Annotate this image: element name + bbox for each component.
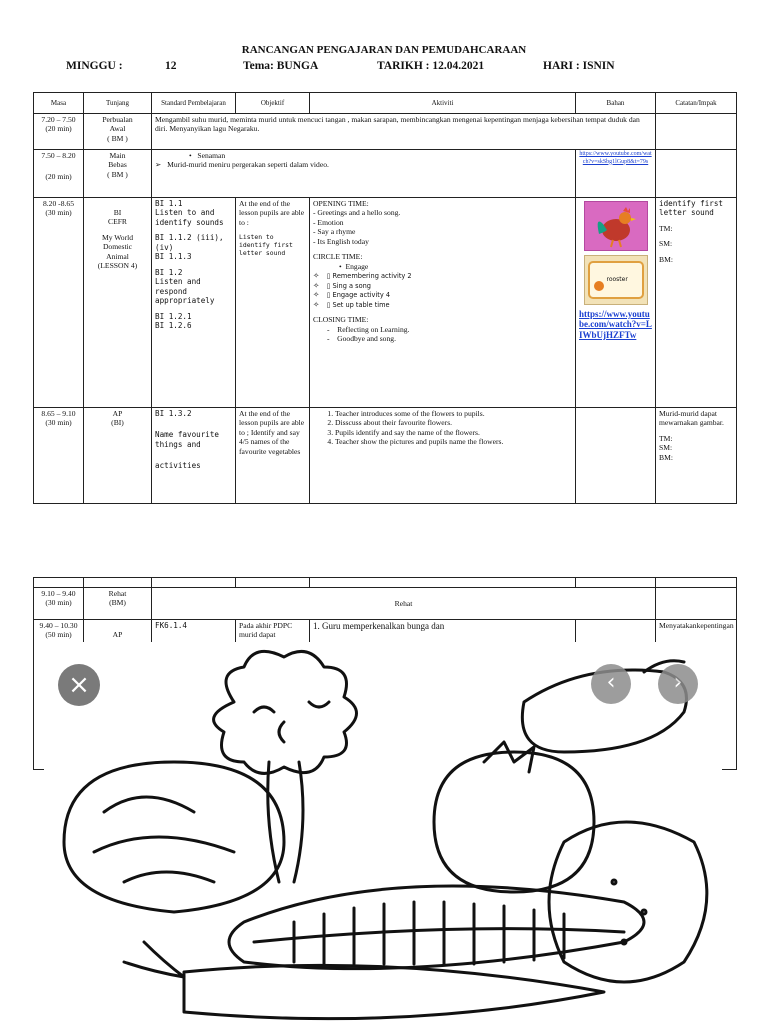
masa-duration: (50 min): [45, 630, 72, 640]
table-row: [34, 198, 737, 408]
catatan-line: Murid-murid dapat mewarnakan gambar.: [659, 409, 724, 428]
standard-line: BI 1.2.6: [155, 321, 192, 331]
tunjang-line: (LESSON 4): [97, 261, 138, 271]
tunjang-line: AP: [112, 409, 123, 418]
col-masa: Masa: [34, 93, 84, 114]
catatan-cell: [656, 114, 737, 150]
tunjang-cell: [84, 150, 152, 198]
masa-duration: (20 min): [45, 172, 72, 182]
catatan-cell: [656, 150, 737, 198]
col-catatan: Catatan/Impak: [656, 93, 737, 114]
circle-item: ✧ ▯ Engage activity 4: [313, 290, 391, 300]
catatan-line: SM:: [659, 443, 673, 453]
standard-line: BI 1.1: [155, 199, 183, 208]
col-bahan: Bahan: [576, 93, 656, 114]
closing-item: - Goodbye and song.: [327, 334, 396, 344]
tunjang-line: ( BM ): [107, 169, 128, 179]
aktiviti-cell: [310, 198, 576, 408]
tunjang-line: BI: [113, 208, 122, 217]
opening-title: OPENING TIME:: [313, 199, 369, 208]
tunjang-line: Bebas: [108, 160, 127, 170]
standard-line: BI 1.1.3: [155, 252, 192, 262]
standard-line: BI 1.3.2: [155, 409, 192, 418]
tema: Tema: BUNGA: [243, 60, 319, 72]
masa-duration: (30 min): [45, 208, 72, 218]
tunjang-line: My World: [101, 232, 134, 242]
diamond-icon: ✧: [313, 299, 320, 309]
minggu-label: MINGGU :: [66, 60, 123, 72]
aktiviti-text: Murid-murid meniru pergerakan seperti dalam video.: [167, 160, 329, 170]
masa-duration: (30 min): [45, 418, 72, 428]
minggu-value: 12: [165, 60, 177, 72]
opening-item: - Its English today: [313, 236, 369, 246]
masa-duration: (20 min): [45, 124, 72, 134]
standard-line: activities: [155, 461, 201, 471]
tunjang-line: CEFR: [108, 217, 127, 227]
table-row: [34, 150, 737, 198]
diamond-icon: ✧: [313, 280, 320, 290]
catatan-line: identify first letter sound: [659, 199, 724, 218]
tunjang-line: Awal: [109, 124, 126, 134]
next-image-button[interactable]: [658, 664, 698, 704]
tunjang-line: Domestic: [102, 242, 133, 252]
tunjang-cell: [84, 114, 152, 150]
tunjang-line: Perbualan: [102, 115, 133, 124]
masa-time: 9.40 – 10.30: [39, 621, 78, 630]
circle-item-text: Remembering activity 2: [332, 272, 412, 281]
catatan-cell: [656, 408, 737, 504]
col-aktiviti: Aktiviti: [310, 93, 576, 114]
rooster-image: [584, 201, 648, 251]
tunjang-line: (BI): [111, 418, 124, 428]
tunjang-line: Rehat: [108, 589, 127, 598]
masa-duration: (30 min): [45, 598, 72, 608]
diamond-icon: ✧: [313, 271, 320, 281]
table-row: [34, 408, 737, 504]
aktiviti-cell: [310, 408, 576, 504]
closing-text: Reflecting on Learning.: [337, 324, 410, 334]
objektif-cell: [236, 198, 310, 408]
rehat-cell: Rehat: [152, 588, 656, 620]
image-viewer-overlay: [44, 642, 722, 1024]
masa-cell: [34, 150, 84, 198]
close-icon: ×: [68, 670, 90, 700]
tunjang-line: ( BM ): [107, 133, 128, 143]
circle-item-text: Set up table time: [332, 300, 390, 309]
tarikh: TARIKH : 12.04.2021: [377, 60, 485, 72]
aktiviti-cell: 1. Guru memperkenalkan bunga dan: [310, 620, 576, 770]
standard-line: Name favourite things and: [155, 430, 220, 449]
engage-text: Engage: [345, 261, 369, 271]
aktiviti-cell: [152, 150, 576, 198]
objektif-text: Listen to identify first letter sound: [239, 233, 293, 258]
catatan-line: TM:: [659, 433, 673, 443]
masa-time: 7.50 – 8.20: [41, 151, 76, 160]
col-objektif: Objektif: [236, 93, 310, 114]
circle-item: ✧ ▯ Remembering activity 2: [313, 271, 412, 281]
tunjang-line: Main: [109, 151, 126, 160]
aktiviti-text: Senaman: [197, 151, 226, 160]
arrow-icon: ➢: [155, 160, 162, 170]
closing-title: CLOSING TIME:: [313, 315, 369, 325]
masa-cell: [34, 588, 84, 620]
masa-cell: [34, 114, 84, 150]
catatan-line: TM:: [659, 223, 673, 233]
circle-item-text: Sing a song: [332, 281, 371, 290]
closing-item: - Reflecting on Learning.: [327, 324, 410, 334]
list-item: 1. Teacher introduces some of the flowers to pupils.: [335, 409, 572, 418]
circle-item: ✧ ▯ Sing a song: [313, 280, 371, 290]
opening-item: - Greetings and a hello song.: [313, 208, 401, 218]
bahan-cell: [576, 150, 656, 198]
objektif-cell: Pada akhir PDPC murid dapat: [236, 620, 310, 770]
list-item: 3. Pupils identify and say the name of the flowers.: [335, 428, 572, 437]
catatan-line: SM:: [659, 239, 673, 249]
diamond-icon: ✧: [313, 290, 320, 300]
document-title: RANCANGAN PENGAJARAN DAN PEMUDAHCARAAN: [241, 44, 527, 56]
catatan-cell: Menyatakankepentingan: [656, 620, 737, 770]
objektif-text: At the end of the lesson pupils are able to :: [239, 199, 305, 227]
objektif-cell: At the end of the lesson pupils are able to ; Identify and say 4/5 names of the favourite vegetables: [236, 408, 310, 504]
close-button[interactable]: [58, 664, 100, 706]
aktiviti-list: [313, 409, 572, 447]
thumb-caption: rooster: [606, 276, 628, 283]
tunjang-cell: [84, 588, 152, 620]
aktiviti-cell: Mengambil suhu murid, meminta murid untuk mencuci tangan , makan sarapan, membincangkan mengenai kepentingan menjaga kebersihan tempat duduk dan diri. Menyanyikan lagu Negaraku.: [152, 114, 656, 150]
standard-cell: [152, 198, 236, 408]
masa-time: 9.10 – 9.40: [41, 589, 76, 598]
catatan-line: BM:: [659, 254, 673, 264]
tunjang-line: Animal: [106, 251, 129, 261]
table-header-row: [34, 93, 737, 114]
video-link[interactable]: https://www.youtube.com/watch?v=LIWbUjHZFTw: [579, 309, 652, 340]
circle-item-text: Engage activity 4: [332, 291, 391, 300]
table-header-row: [34, 578, 737, 588]
circle-item: ✧ ▯ Set up table time: [313, 299, 390, 309]
bahan-cell: [576, 408, 656, 504]
opening-item: - Emotion: [313, 217, 344, 227]
chevron-left-icon: ‹: [606, 670, 616, 695]
list-item: 4. Teacher show the pictures and pupils name the flowers.: [335, 437, 572, 446]
standard-line: Listen and respond appropriately: [155, 277, 215, 306]
table-row: [34, 114, 737, 150]
masa-cell: [34, 198, 84, 408]
tunjang-cell: [84, 198, 152, 408]
standard-cell: [152, 408, 236, 504]
standard-line: BI 1.2: [155, 267, 183, 277]
catatan-cell: [656, 588, 737, 620]
table-row: [34, 588, 737, 620]
bahan-cell: [576, 198, 656, 408]
circle-title: CIRCLE TIME:: [313, 252, 363, 262]
opening-item: - Say a rhyme: [313, 227, 356, 237]
standard-line: BI 1.2.1: [155, 311, 192, 321]
engage-item: • Engage: [339, 261, 369, 271]
tunjang-cell: AP: [84, 620, 152, 770]
tunjang-cell: [84, 408, 152, 504]
list-item: 2. Disscuss about their favourite flowers.: [335, 418, 572, 427]
tunjang-line: (BM): [109, 598, 126, 608]
masa-time: 8.20 -8.65: [42, 199, 74, 208]
chevron-right-icon: ›: [673, 670, 683, 695]
hari: HARI : ISNIN: [543, 60, 615, 72]
masa-time: 7.20 – 7.50: [41, 115, 76, 124]
col-tunjang: Tunjang: [84, 93, 152, 114]
rooster-card-image: [584, 255, 648, 305]
closing-text: Goodbye and song.: [337, 334, 396, 344]
lesson-plan-table: [33, 92, 737, 504]
catatan-cell: [656, 198, 737, 408]
previous-image-button[interactable]: [591, 664, 631, 704]
masa-cell: [34, 408, 84, 504]
catatan-line: BM:: [659, 452, 673, 462]
standard-line: Listen to and identify sounds: [155, 208, 224, 227]
col-standard: Standard Pembelajaran: [152, 93, 236, 114]
masa-time: 8.65 – 9.10: [41, 409, 76, 418]
standard-cell: FK6.1.4: [152, 620, 236, 770]
standard-line: BI 1.1.2 (iii), (iv): [155, 233, 224, 252]
aktiviti-arrow-item: [155, 160, 572, 169]
aktiviti-bullet: • Senaman: [189, 151, 226, 160]
video-link[interactable]: https://www.youtube.com/watch?v=skSbg1lGup8&t=79s: [579, 151, 652, 165]
